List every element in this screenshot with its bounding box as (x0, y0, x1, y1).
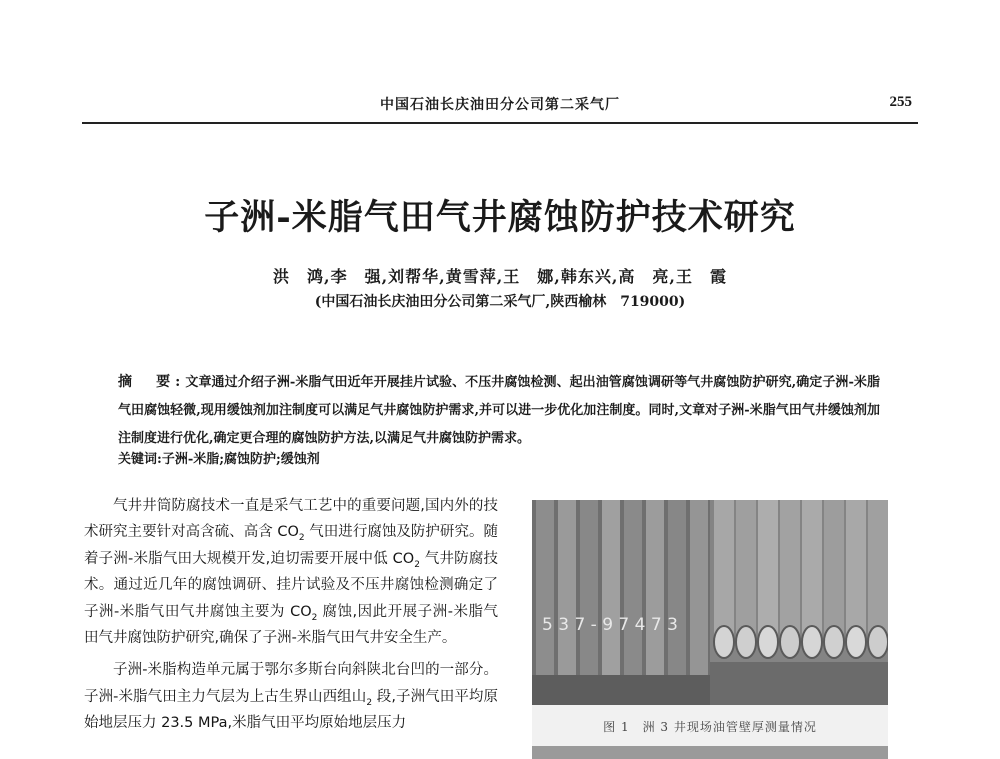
tubing-marking: 5 3 7 - 9 7 4 7 3 (542, 615, 678, 635)
keywords (118, 450, 880, 470)
subscript: 2 (366, 697, 373, 708)
abstract (118, 368, 880, 453)
affiliation: (中国石油长庆油田分公司第二采气厂,陕西榆林 719000) (314, 294, 686, 310)
subscript: 2 (414, 559, 420, 570)
keywords-text: 子洲-米脂;腐蚀防护;缓蚀剂 (161, 452, 320, 467)
paper-title: 子洲-米脂气田气井腐蚀防护技术研究 (204, 197, 796, 238)
running-head (82, 92, 918, 124)
body-column-left (84, 493, 498, 743)
figure-caption: 图 1 洲 3 井现场油管壁厚测量情况 (603, 720, 817, 734)
p1-seg-a: 气井井筒防腐技术一直是采气工艺中的重要问题,国内外的技术研究主要针对高含硫、高含 CO (84, 498, 498, 541)
body-paragraph-1 (84, 493, 498, 651)
abstract-label: 摘 要: (118, 374, 186, 390)
p2-seg-a: 子洲-米脂构造单元属于鄂尔多斯台向斜陕北台凹的一部分。子洲-米脂气田主力气层为上古生界山西组山 (84, 662, 498, 705)
abstract-text: 文章通过介绍子洲-米脂气田近年开展挂片试验、不压井腐蚀检测、起出油管腐蚀调研等气井腐蚀防护研究,确定子洲-米脂气田腐蚀轻微,现用缓蚀剂加注制度可以满足气井腐蚀防护需求,并可以进一步优化加注制度。同时,文章对子洲-米脂气田气井缓蚀剂加注制度进行优化,确定更合理的腐蚀防护方法,以满足气井腐蚀防护需求。 (118, 375, 880, 446)
p1-seg-b: 气田进行腐蚀及防护研究。随着子洲-米脂气田大规模开发,迫切需要开展中低 CO (84, 524, 498, 567)
next-figure-edge (532, 746, 888, 759)
p2-seg-b: 段,子洲气田平均原始地层压力 23.5 MPa,米脂气田平均原始地层压力 (84, 688, 498, 732)
running-title: 中国石油长庆油田分公司第二采气厂 (380, 97, 620, 113)
p1-seg-c: 气井防腐技术。通过近几年的腐蚀调研、挂片试验及不压井腐蚀检测确定了子洲-米脂气田气井腐蚀主要为 CO (84, 550, 498, 620)
tubing-right-panel (710, 500, 888, 705)
author-list: 洪 鸿,李 强,刘帮华,黄雪萍,王 娜,韩东兴,高 亮,王 霞 (273, 267, 727, 286)
figure-1 (532, 500, 888, 759)
body-paragraph-2 (84, 657, 498, 736)
subscript: 2 (298, 533, 305, 544)
tubing-photo (532, 500, 888, 705)
page-number: 255 (889, 94, 912, 110)
p1-seg-d: 腐蚀,因此开展子洲-米脂气田气井腐蚀防护研究,确保了子洲-米脂气田气井安全生产。 (84, 603, 498, 647)
keywords-label: 关键词: (118, 452, 162, 467)
subscript: 2 (311, 612, 318, 623)
